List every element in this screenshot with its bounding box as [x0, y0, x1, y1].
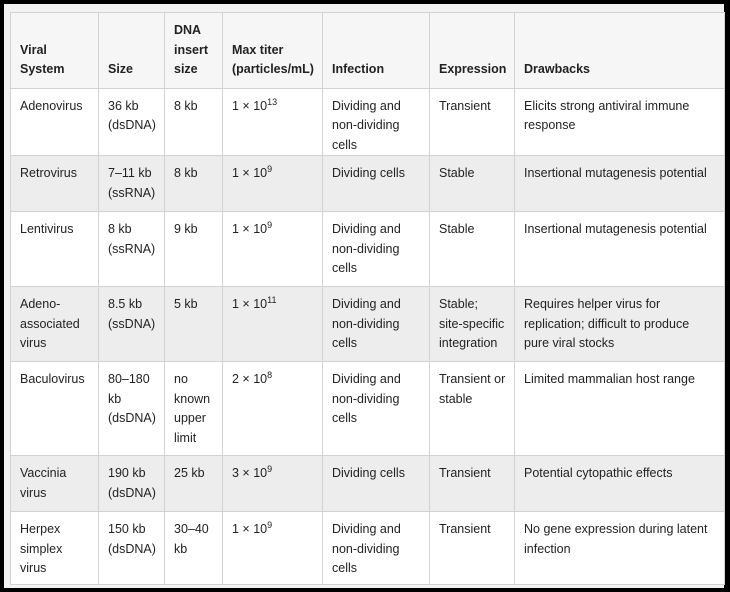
- cell-insert-size: 8 kb: [165, 88, 223, 156]
- cell-size: 8.5 kb (ssDNA): [99, 287, 165, 362]
- cell-expression: Stable: [430, 156, 515, 212]
- table-row: [11, 156, 725, 212]
- cell-max-titer: [223, 212, 323, 287]
- cell-drawbacks: Insertional mutagenesis potential: [515, 212, 725, 287]
- titer-exponent: 9: [267, 520, 273, 530]
- header-max-titer: Max titer (particles/mL): [223, 13, 323, 89]
- cell-size: 150 kb (dsDNA): [99, 512, 165, 585]
- table-row: [11, 88, 725, 156]
- cell-max-titer: [223, 88, 323, 156]
- cell-insert-size: 5 kb: [165, 287, 223, 362]
- table-row: [11, 212, 725, 287]
- titer-base: 3 × 10: [232, 466, 268, 480]
- cell-viral-system: Herpex simplex virus: [11, 512, 99, 585]
- cell-max-titer: [223, 456, 323, 512]
- header-expression: Expression: [430, 13, 515, 89]
- cell-max-titer: [223, 512, 323, 585]
- table-row: [11, 362, 725, 456]
- cell-infection: Dividing and non-dividing cells: [323, 512, 430, 585]
- titer-base: 1 × 10: [232, 166, 268, 180]
- cell-size: 8 kb (ssRNA): [99, 212, 165, 287]
- cell-insert-size: 30–40 kb: [165, 512, 223, 585]
- cell-expression: Transient or stable: [430, 362, 515, 456]
- cell-infection: Dividing and non-dividing cells: [323, 88, 430, 156]
- header-dna-insert-size: DNA insert size: [165, 13, 223, 89]
- cell-expression: Stable: [430, 212, 515, 287]
- cell-size: 80–180 kb (dsDNA): [99, 362, 165, 456]
- titer-base: 1 × 10: [232, 222, 268, 236]
- cell-infection: Dividing cells: [323, 156, 430, 212]
- cell-viral-system: Baculovirus: [11, 362, 99, 456]
- header-drawbacks: Drawbacks: [515, 13, 725, 89]
- titer-base: 1 × 10: [232, 98, 268, 113]
- table-row: [11, 456, 725, 512]
- cell-infection: Dividing and non-dividing cells: [323, 362, 430, 456]
- cell-max-titer: [223, 362, 323, 456]
- cell-viral-system: Adeno- associated virus: [11, 287, 99, 362]
- titer-exponent: 8: [267, 370, 273, 380]
- titer-exponent: 13: [267, 96, 278, 107]
- cell-size: 190 kb (dsDNA): [99, 456, 165, 512]
- cell-insert-size: 8 kb: [165, 156, 223, 212]
- cell-infection: Dividing and non-dividing cells: [323, 212, 430, 287]
- cell-viral-system: Adenovirus: [11, 88, 99, 156]
- cell-viral-system: Lentivirus: [11, 212, 99, 287]
- cell-insert-size: no known upper limit: [165, 362, 223, 456]
- table-row: [11, 287, 725, 362]
- cell-insert-size: 9 kb: [165, 212, 223, 287]
- titer-exponent: 9: [267, 220, 273, 230]
- titer-base: 2 × 10: [232, 372, 268, 386]
- titer-exponent: 9: [267, 464, 273, 474]
- cell-drawbacks: Elicits strong antiviral immune response: [515, 88, 725, 156]
- cell-expression: Transient: [430, 456, 515, 512]
- cell-insert-size: 25 kb: [165, 456, 223, 512]
- header-viral-system: Viral System: [11, 13, 99, 89]
- cell-drawbacks: Insertional mutagenesis potential: [515, 156, 725, 212]
- cell-expression: Transient: [430, 512, 515, 585]
- cell-drawbacks: Requires helper virus for replication; difficult to produce pure viral stocks: [515, 287, 725, 362]
- cell-size: 7–11 kb (ssRNA): [99, 156, 165, 212]
- cell-infection: Dividing cells: [323, 456, 430, 512]
- cell-viral-system: Retrovirus: [11, 156, 99, 212]
- cell-max-titer: [223, 287, 323, 362]
- table-row: [11, 512, 725, 585]
- header-infection: Infection: [323, 13, 430, 89]
- cell-size: 36 kb (dsDNA): [99, 88, 165, 156]
- document-frame: [4, 4, 724, 588]
- cell-drawbacks: Potential cytopathic effects: [515, 456, 725, 512]
- header-row: [11, 13, 725, 89]
- cell-drawbacks: No gene expression during latent infection: [515, 512, 725, 585]
- cell-expression: Stable; site-specific integration: [430, 287, 515, 362]
- cell-infection: Dividing and non-dividing cells: [323, 287, 430, 362]
- titer-exponent: 9: [267, 164, 273, 174]
- cell-viral-system: Vaccinia virus: [11, 456, 99, 512]
- titer-exponent: 11: [267, 295, 277, 305]
- cell-drawbacks: Limited mammalian host range: [515, 362, 725, 456]
- titer-base: 1 × 10: [232, 297, 268, 311]
- header-size: Size: [99, 13, 165, 89]
- cell-max-titer: [223, 156, 323, 212]
- cell-expression: Transient: [430, 88, 515, 156]
- viral-systems-table: [10, 12, 725, 585]
- titer-base: 1 × 10: [232, 522, 268, 536]
